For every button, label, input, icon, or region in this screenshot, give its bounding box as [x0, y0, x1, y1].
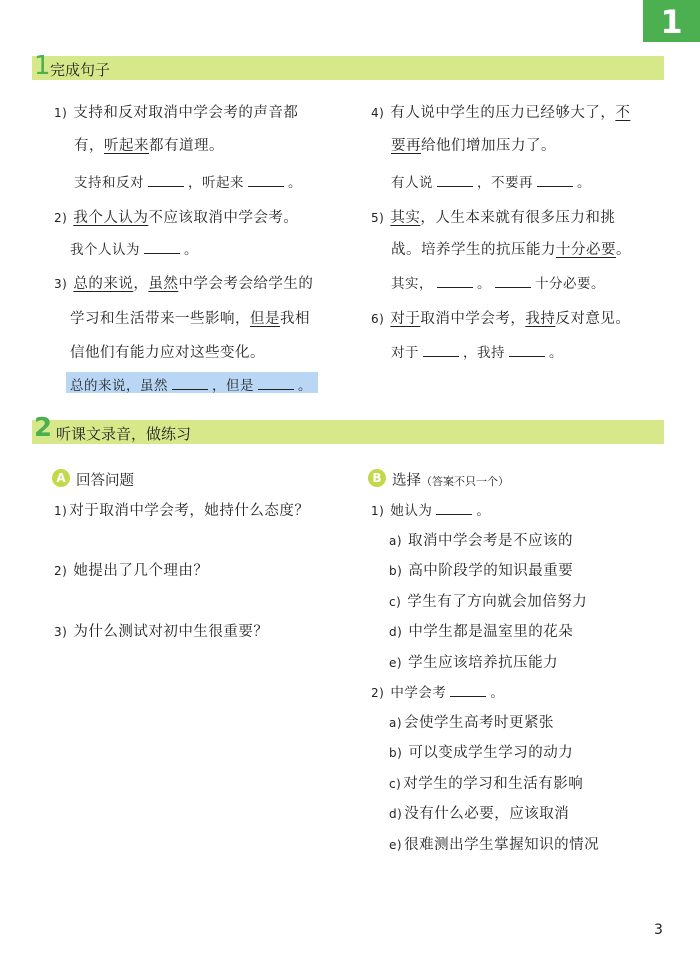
part-b-q2-option-b[interactable]: b) 可以变成学生学习的动力	[389, 745, 574, 761]
item5-line2: 战。培养学生的抗压能力十分必要。	[391, 242, 631, 258]
blank[interactable]	[144, 241, 180, 254]
part-b-q1-option-e[interactable]: e) 学生应该培养抗压能力	[389, 655, 559, 671]
part-b-q2-option-a[interactable]: a) 会使学生高考时更紧张	[389, 715, 555, 731]
blank[interactable]	[172, 377, 208, 390]
part-b-q2-option-d[interactable]: d) 没有什么必要，应该取消	[389, 806, 570, 822]
item3-line1: 3) 总的来说，虽然中学会考会给学生的	[54, 276, 314, 292]
item2-fill: 我个人认为 。	[70, 242, 198, 258]
blank[interactable]	[437, 174, 473, 187]
part-b-note: （答案不只一个）	[421, 475, 509, 488]
blank[interactable]	[509, 344, 545, 357]
part-b-q1-option-c[interactable]: c) 学生有了方向就会加倍努力	[389, 594, 588, 610]
item6-fill: 对于 ，我持 。	[391, 345, 563, 361]
page-number: 3	[654, 922, 663, 938]
item2-line1: 2) 我个人认为不应该取消中学会考。	[54, 210, 299, 226]
part-b-q1-option-a[interactable]: a) 取消中学会考是不应该的	[389, 533, 574, 549]
item1-fill: 支持和反对 ，听起来 。	[74, 175, 302, 191]
part-b-q1-option-d[interactable]: d) 中学生都是温室里的花朵	[389, 624, 574, 640]
part-b-q1: 1) 她认为 。	[371, 503, 491, 519]
section1-header-bar	[32, 51, 664, 81]
item3-fill: 总的来说，虽然 ，但是 。	[70, 378, 312, 394]
blank[interactable]	[248, 174, 284, 187]
blank[interactable]	[495, 275, 531, 288]
part-b-q2-option-e[interactable]: e) 很难测出学生掌握知识的情况	[389, 837, 600, 853]
part-b-q2: 2) 中学会考 。	[371, 685, 505, 701]
blank[interactable]	[437, 275, 473, 288]
item1-line1: 1) 支持和反对取消中学会考的声音都	[54, 105, 299, 121]
blank[interactable]	[436, 502, 472, 515]
item4-line2: 要再给他们增加压力了。	[391, 138, 556, 154]
section2-number: 2	[34, 413, 53, 443]
item1-line2: 有，听起来都有道理。	[74, 138, 224, 154]
item3-line3: 信他们有能力应对这些变化。	[70, 345, 265, 361]
part-a-q3: 3) 为什么测试对初中生很重要？	[54, 624, 269, 640]
part-b-title: 选择（答案不只一个）	[392, 473, 509, 489]
blank[interactable]	[537, 174, 573, 187]
section2-header-bar	[32, 413, 664, 444]
unit-number-badge: 1	[643, 0, 700, 42]
item3-line2: 学习和生活带来一些影响，但是我相	[70, 311, 310, 327]
part-a-q1: 1) 对于取消中学会考，她持什么态度？	[54, 503, 310, 519]
item5-fill: 其实， 。 十分必要。	[391, 276, 605, 292]
section2-title: 听课文录音，做练习	[56, 425, 192, 443]
part-b-circle: B	[368, 469, 386, 487]
section1-title: 完成句子	[50, 61, 111, 79]
blank[interactable]	[258, 377, 294, 390]
blank[interactable]	[148, 174, 184, 187]
part-a-circle: A	[52, 469, 70, 487]
item5-line1: 5) 其实，人生本来就有很多压力和挑	[371, 210, 616, 226]
part-a-q2: 2) 她提出了几个理由？	[54, 563, 209, 579]
section1-number: 1	[34, 51, 51, 81]
part-b-q2-option-c[interactable]: c) 对学生的学习和生活有影响	[389, 776, 584, 792]
item4-line1: 4) 有人说中学生的压力已经够大了，不	[371, 105, 631, 121]
item6-line1: 6) 对于取消中学会考，我持反对意见。	[371, 311, 631, 327]
blank[interactable]	[450, 684, 486, 697]
part-a-title: 回答问题	[76, 473, 134, 489]
blank[interactable]	[423, 344, 459, 357]
item4-fill: 有人说 ，不要再 。	[391, 175, 591, 191]
part-b-q1-option-b[interactable]: b) 高中阶段学的知识最重要	[389, 563, 574, 579]
